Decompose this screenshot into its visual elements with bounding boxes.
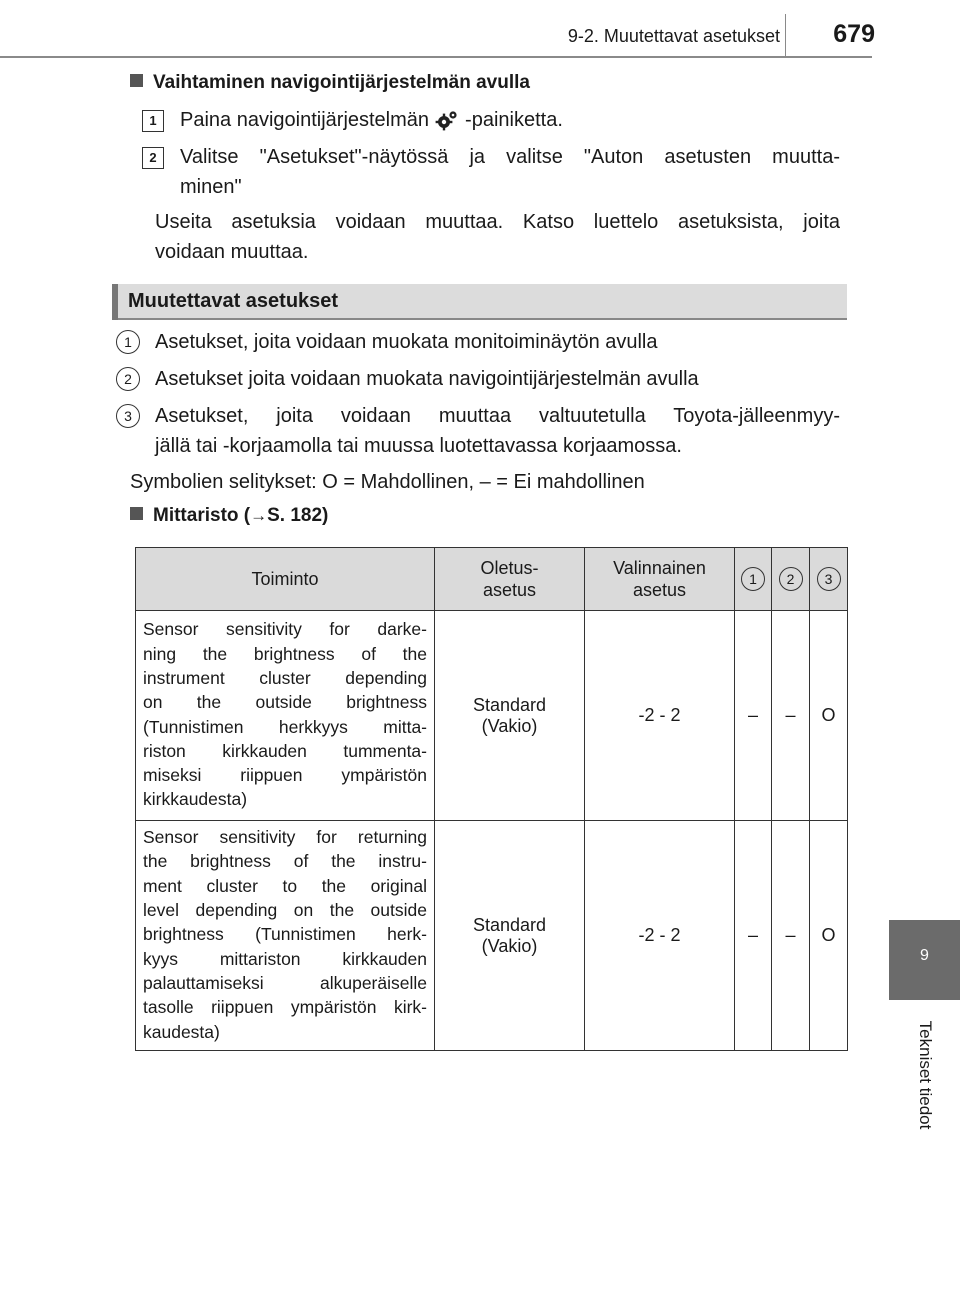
row-2-optional: -2 - 2	[585, 821, 735, 1051]
header-col-3	[810, 548, 848, 611]
step-2-line-2: minen"	[180, 176, 242, 198]
desc-line: on the outside brightness	[143, 692, 427, 713]
circled-number: 1	[116, 330, 140, 354]
step-number: 2	[142, 147, 164, 169]
row-1-col-3: O	[810, 611, 848, 821]
page-reference-arrow-icon: →	[250, 506, 268, 525]
page-number: 679	[833, 20, 875, 48]
row-1-col-1: –	[735, 611, 772, 821]
circled-number: 3	[116, 404, 140, 428]
settings-gear-icon	[435, 109, 459, 131]
row-2-col-3: O	[810, 821, 848, 1051]
step-1-text-after: -painiketta.	[465, 109, 563, 131]
header-col-1	[735, 548, 772, 611]
circled-number: 3	[817, 567, 841, 591]
intro-heading-text: Vaihtaminen navigointijärjestelmän avulla	[153, 72, 530, 93]
desc-line: the brightness of the instru-	[143, 851, 427, 872]
desc-line: brightness (Tunnistimen herk-	[143, 924, 427, 945]
header-optional-line-2: asetus	[632, 580, 687, 600]
section-header-accent	[112, 284, 118, 320]
desc-line: ning the brightness of the	[143, 643, 427, 664]
row-2-default	[435, 821, 585, 1051]
desc-line: riston kirkkauden tummenta-	[143, 740, 427, 761]
default-line-1: Standard	[472, 914, 547, 935]
desc-line: kirkkaudesta)	[143, 789, 248, 810]
page-reference: S. 182)	[267, 505, 329, 526]
chapter-tab	[889, 920, 960, 1000]
intro-heading	[130, 72, 530, 94]
item-2-marker	[116, 367, 140, 391]
row-2-description	[136, 821, 435, 1051]
row-1-optional: -2 - 2	[585, 611, 735, 821]
step-number: 1	[142, 110, 164, 132]
row-2-col-1: –	[735, 821, 772, 1051]
header-default	[435, 548, 585, 611]
header-default-line-1: Oletus-	[480, 558, 539, 578]
header-optional-line-1: Valinnainen	[613, 558, 706, 578]
desc-line: ment cluster to the original	[143, 875, 427, 896]
header-divider	[785, 14, 786, 56]
default-line-2: (Vakio)	[481, 935, 538, 956]
table-row	[136, 611, 848, 821]
desc-line: palauttamiseksi alkuperäiselle	[143, 972, 427, 993]
default-line-1: Standard	[472, 694, 547, 715]
header-function: Toiminto	[136, 548, 435, 611]
note-line-1: Useita asetuksia voidaan muuttaa. Katso luettelo asetuksista, joita	[155, 211, 840, 233]
step-2-line-1: Valitse "Asetukset"-näytössä ja valitse "Auton asetusten muutta-	[180, 146, 840, 168]
desc-line: (Tunnistimen herkkyys mitta-	[143, 716, 427, 737]
step-1-text	[180, 105, 563, 135]
item-3-marker	[116, 404, 140, 428]
desc-line: level depending on the outside	[143, 900, 427, 921]
row-2-col-2: –	[772, 821, 810, 1051]
header-section-title: 9-2. Muutettavat asetukset	[567, 26, 780, 46]
item-3-line-2: jällä tai -korjaamolla tai muussa luotettavassa korjaamossa.	[155, 435, 682, 457]
step-1-marker	[142, 110, 164, 132]
step-1-text-before: Paina navigointijärjestelmän	[180, 109, 430, 131]
item-3-line-1: Asetukset, joita voidaan muuttaa valtuutetulla Toyota-jälleenmyy-	[155, 405, 840, 427]
desc-line: Sensor sensitivity for darke-	[143, 619, 427, 640]
chapter-label: Tekniset tiedot	[916, 1020, 935, 1130]
settings-table	[135, 547, 848, 1051]
header-default-line-2: asetus	[482, 580, 537, 600]
circled-number: 2	[779, 567, 803, 591]
desc-line: kaudesta)	[143, 1021, 220, 1042]
circled-number: 1	[741, 567, 765, 591]
desc-line: instrument cluster depending	[143, 667, 427, 688]
symbol-legend: Symbolien selitykset: O = Mahdollinen, – = Ei mahdollinen	[130, 471, 645, 493]
header-optional	[585, 548, 735, 611]
item-1-marker	[116, 330, 140, 354]
chapter-number: 9	[920, 947, 929, 964]
desc-line: miseksi riippuen ympäristön	[143, 765, 427, 786]
section-title: Muutettavat asetukset	[128, 290, 339, 312]
subheading-text: Mittaristo (	[153, 505, 251, 526]
row-1-description	[136, 611, 435, 821]
header-rule	[0, 56, 872, 58]
table-row	[136, 821, 848, 1051]
row-1-default	[435, 611, 585, 821]
note-line-2: voidaan muuttaa.	[155, 241, 309, 263]
item-1-text: Asetukset, joita voidaan muokata monitoiminäytön avulla	[155, 331, 658, 353]
circled-number: 2	[116, 367, 140, 391]
desc-line: kyys mittariston kirkkauden	[143, 948, 427, 969]
row-1-col-2: –	[772, 611, 810, 821]
square-bullet-icon	[130, 74, 143, 87]
subheading-mittaristo	[130, 505, 328, 527]
desc-line: Sensor sensitivity for returning	[143, 827, 427, 848]
item-2-text: Asetukset joita voidaan muokata navigointijärjestelmän avulla	[155, 368, 699, 390]
header-col-2	[772, 548, 810, 611]
desc-line: tasolle riippuen ympäristön kirk-	[143, 997, 427, 1018]
square-bullet-icon	[130, 507, 143, 520]
default-line-2: (Vakio)	[481, 715, 538, 736]
step-2-marker	[142, 147, 164, 169]
table-header-row	[136, 548, 848, 611]
